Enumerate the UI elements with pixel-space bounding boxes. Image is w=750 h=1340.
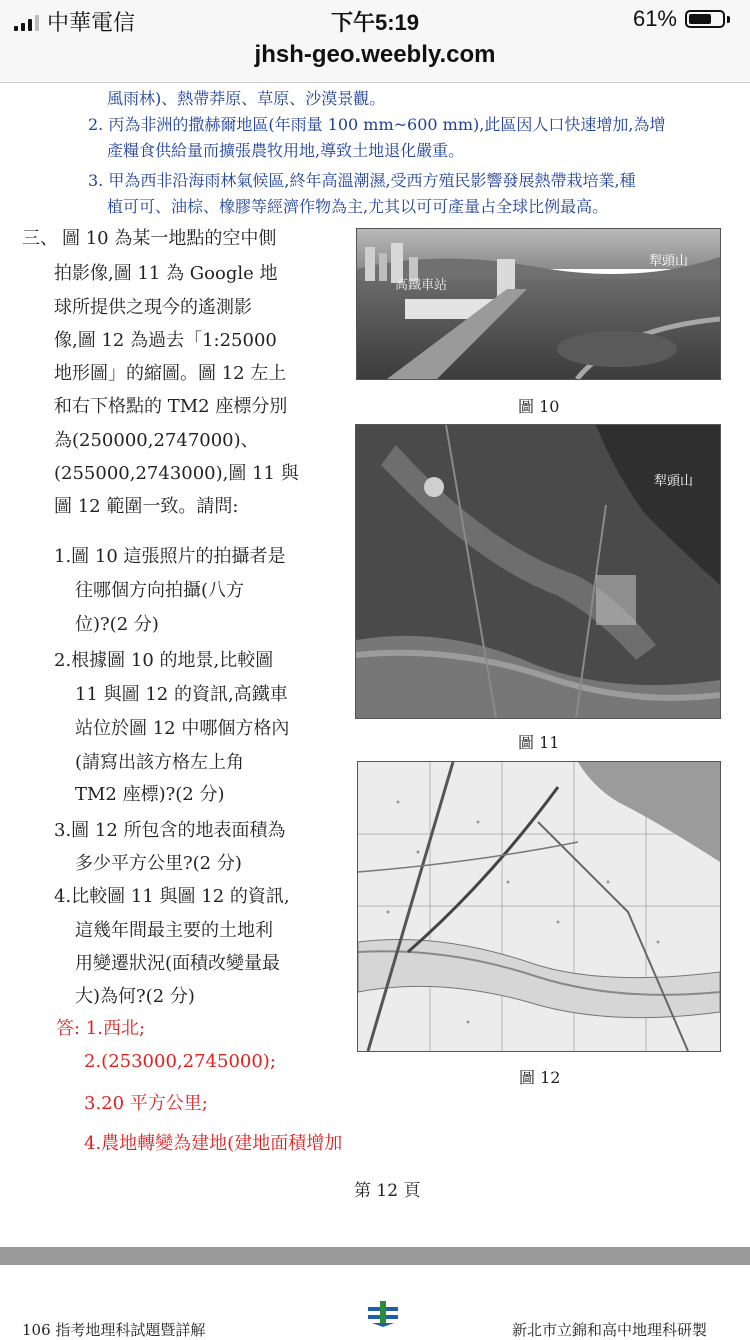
note-line-2: 2. 丙為非洲的撒赫爾地區(年雨量 100 mm~600 mm),此區因人口快速增加,為增 [88, 115, 666, 134]
figure-11-caption: 圖 11 [518, 733, 560, 752]
note-line-3: 產糧食供給量而擴張農牧用地,導致土地退化嚴重。 [107, 141, 465, 160]
intro-line: 拍影像,圖 11 為 Google 地 [54, 263, 278, 284]
intro-line: 圖 12 範圍一致。請問: [54, 496, 239, 517]
intro-line: 圖 10 為某一地點的空中側 [62, 228, 277, 249]
sub-question-line: 站位於圖 12 中哪個方格內 [75, 718, 290, 739]
battery-info [633, 6, 730, 32]
sub-question-line: 11 與圖 12 的資訊,高鐵車 [75, 684, 288, 705]
intro-line: 為(250000,2747000)、 [54, 430, 259, 451]
url-text[interactable]: jhsh-geo.weebly.com [254, 41, 496, 68]
answer-line: 4.農地轉變為建地(建地面積增加 [84, 1133, 343, 1154]
battery-percent: 61% [632, 6, 677, 31]
question-number: 三、 [22, 228, 58, 249]
sub-question-line: 用變遷狀況(面積改變量最 [75, 953, 281, 974]
figure-12-topo-map [357, 761, 721, 1052]
sub-question-line: 2.根據圖 10 的地景,比較圖 [54, 650, 274, 671]
sub-question-line: 大)為何?(2 分) [75, 986, 195, 1007]
battery-icon [685, 10, 725, 28]
figure-11-satellite [355, 424, 721, 719]
intro-line: 球所提供之現今的遙測影 [54, 297, 252, 318]
sub-question-line: (請寫出該方格左上角 [75, 752, 245, 773]
address-bar[interactable] [0, 40, 750, 83]
carrier-name: 中華電信 [47, 10, 136, 35]
sub-question-line: 4.比較圖 11 與圖 12 的資訊, [54, 886, 290, 907]
page-divider [0, 1247, 750, 1265]
intro-line: 和右下格點的 TM2 座標分別 [54, 396, 288, 417]
status-bar [0, 0, 750, 40]
answer-line: 3.20 平方公里; [84, 1093, 208, 1114]
sub-question-line: 往哪個方向拍攝(八方 [75, 580, 245, 601]
note-line-1: 風雨林)、熱帶莽原、草原、沙漠景觀。 [107, 89, 386, 108]
next-page-header [0, 1265, 750, 1339]
page-number: 第 12 頁 [354, 1181, 421, 1201]
figure-12-caption: 圖 12 [519, 1068, 561, 1087]
sub-question-line: 3.圖 12 所包含的地表面積為 [54, 820, 286, 841]
footer-right-text: 新北市立錦和高中地理科研製 [512, 1321, 708, 1339]
sub-question-line: 這幾年間最主要的土地利 [75, 920, 273, 941]
fig11-label-mountain: 犁頭山 [654, 473, 694, 488]
sub-question-line: 多少平方公里?(2 分) [75, 853, 242, 874]
note-line-4: 3. 甲為西非沿海雨林氣候區,終年高溫潮濕,受西方殖民影響發展熱帶栽培業,種 [88, 171, 636, 190]
document-page [0, 82, 750, 1247]
figure-10-caption: 圖 10 [518, 397, 560, 416]
intro-line: 像,圖 12 為過去「1:25000 [54, 330, 277, 351]
figure-10-photo [356, 228, 721, 380]
intro-line: 地形圖」的縮圖。圖 12 左上 [54, 363, 287, 384]
clock: 下午5:19 [330, 10, 420, 35]
fig10-label-mountain: 犁頭山 [649, 253, 689, 268]
answer-line: 答: 1.西北; [56, 1018, 146, 1039]
school-logo-icon [366, 1299, 400, 1327]
note-line-5: 植可可、油棕、橡膠等經濟作物為主,尤其以可可產量占全球比例最高。 [107, 197, 609, 216]
answer-line: 2.(253000,2745000); [84, 1051, 276, 1072]
sub-question-line: TM2 座標)?(2 分) [75, 784, 225, 805]
intro-line: (255000,2743000),圖 11 與 [54, 463, 299, 484]
sub-question-line: 1.圖 10 這張照片的拍攝者是 [54, 546, 286, 567]
fig10-label-station: 高鐵車站 [395, 277, 448, 292]
sub-question-line: 位)?(2 分) [75, 614, 159, 635]
footer-left-text: 106 指考地理科試題暨詳解 [22, 1321, 206, 1339]
